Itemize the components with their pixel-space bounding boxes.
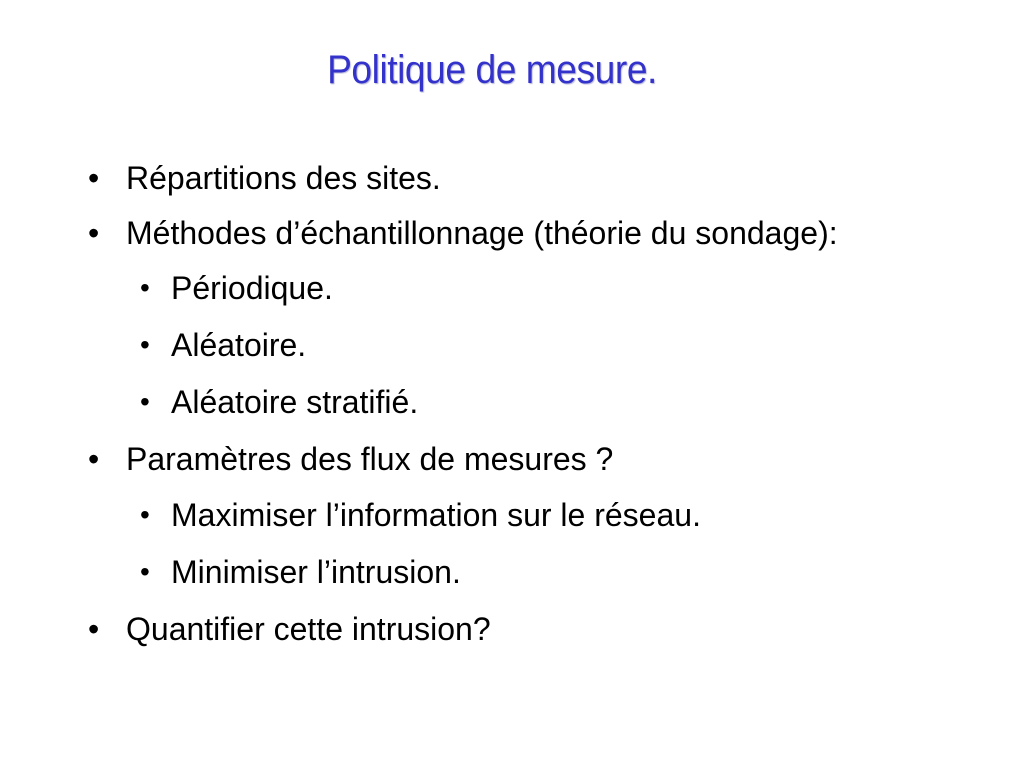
list-subitem [88,320,968,370]
list-subitem-text: Maximiser l’information sur le réseau. [171,497,701,533]
list-item-text: Paramètres des flux de mesures ? [126,441,614,477]
list-subitem-text: Aléatoire stratifié. [171,384,419,420]
bullet-icon: • [88,215,100,251]
list-subitem [88,377,968,427]
bullet-icon: • [140,329,150,360]
list-item-text: Méthodes d’échantillonnage (théorie du sondage): [126,215,838,251]
list-subitem-text: Aléatoire. [171,327,307,363]
list-subitem-text: Minimiser l’intrusion. [171,554,461,590]
list-subitem-text: Périodique. [171,270,333,306]
bullet-icon: • [88,441,100,477]
list-item [88,604,968,654]
bullet-icon: • [88,611,100,647]
slide-title: Politique de mesure. [327,48,657,92]
list-item-text: Répartitions des sites. [126,160,441,196]
list-item-text: Quantifier cette intrusion? [126,611,491,647]
bullet-icon: • [140,499,150,530]
list-subitem [88,490,968,540]
bullet-icon: • [140,386,150,417]
list-item [88,153,968,203]
list-subitem [88,547,968,597]
list-item [88,209,968,257]
bullet-icon: • [140,272,150,303]
bullet-icon: • [140,556,150,587]
bullet-icon: • [88,160,100,196]
bullet-list [88,153,968,660]
list-subitem [88,263,968,313]
list-item [88,434,968,484]
